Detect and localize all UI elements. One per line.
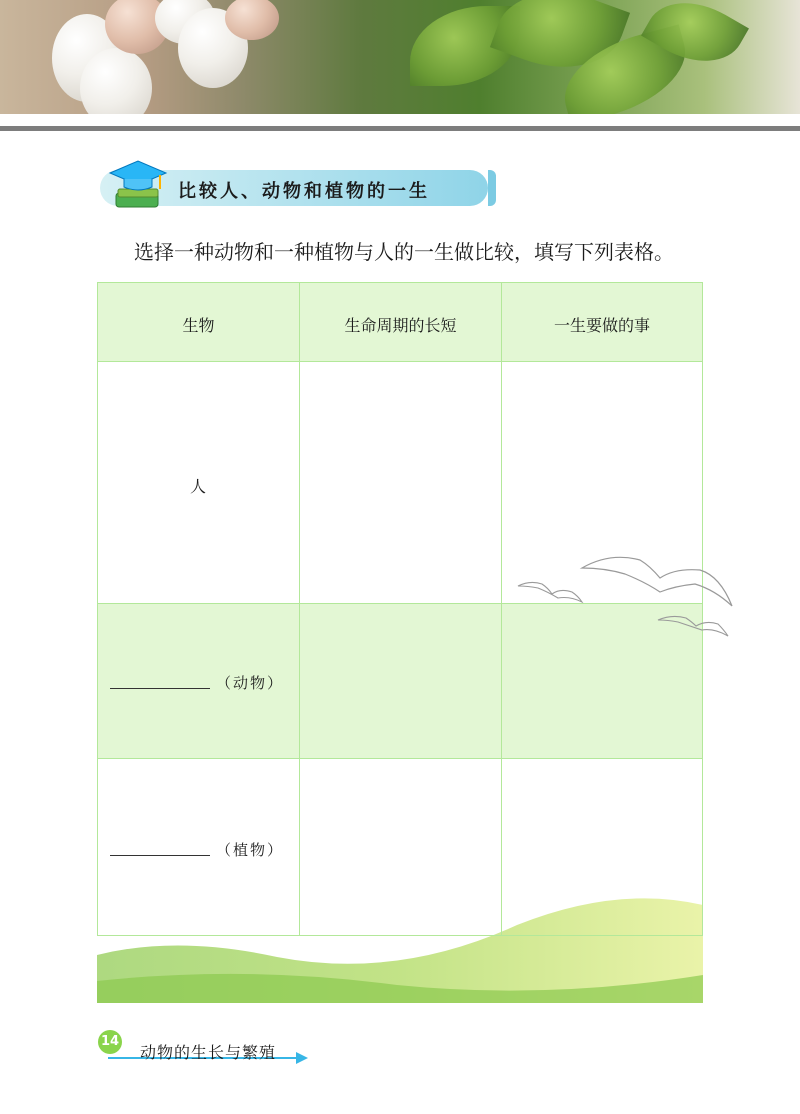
egg-image xyxy=(80,48,152,114)
header-lifetime-tasks: 一生要做的事 xyxy=(553,316,650,335)
graduation-cap-icon xyxy=(104,155,168,215)
subject-plant-label: （植物） xyxy=(216,841,285,859)
chapter-footer-text: 动物的生长与繁殖 xyxy=(140,1043,277,1062)
table-header-row xyxy=(98,283,702,362)
header-cell xyxy=(502,283,702,361)
subject-human: 人 xyxy=(190,477,207,496)
page-number-badge: 14 xyxy=(98,1030,122,1054)
subject-animal-label: （动物） xyxy=(216,674,285,692)
header-organism: 生物 xyxy=(182,316,215,335)
subject-cell xyxy=(98,604,300,758)
instruction-text: 选择一种动物和一种植物与人的一生做比较，填写下列表格。 xyxy=(134,240,674,264)
header-lifecycle-length: 生命周期的长短 xyxy=(344,316,457,335)
lifecycle-input-cell[interactable] xyxy=(300,604,502,758)
animal-name-blank[interactable] xyxy=(110,688,210,689)
lifecycle-input-cell[interactable] xyxy=(300,759,502,935)
subject-cell xyxy=(98,759,300,935)
egg-image xyxy=(225,0,279,40)
header-rule xyxy=(0,126,800,131)
header-cell xyxy=(300,283,502,361)
lifecycle-input-cell[interactable] xyxy=(300,362,502,603)
seagull-sketch-decoration xyxy=(500,540,760,640)
header-photo-banner xyxy=(0,0,800,114)
subject-cell xyxy=(98,362,300,603)
header-cell xyxy=(98,283,300,361)
section-title: 比较人、动物和植物的一生 xyxy=(178,181,430,202)
table-row-plant xyxy=(98,759,702,935)
tasks-input-cell[interactable] xyxy=(502,759,702,935)
plant-name-blank[interactable] xyxy=(110,855,210,856)
